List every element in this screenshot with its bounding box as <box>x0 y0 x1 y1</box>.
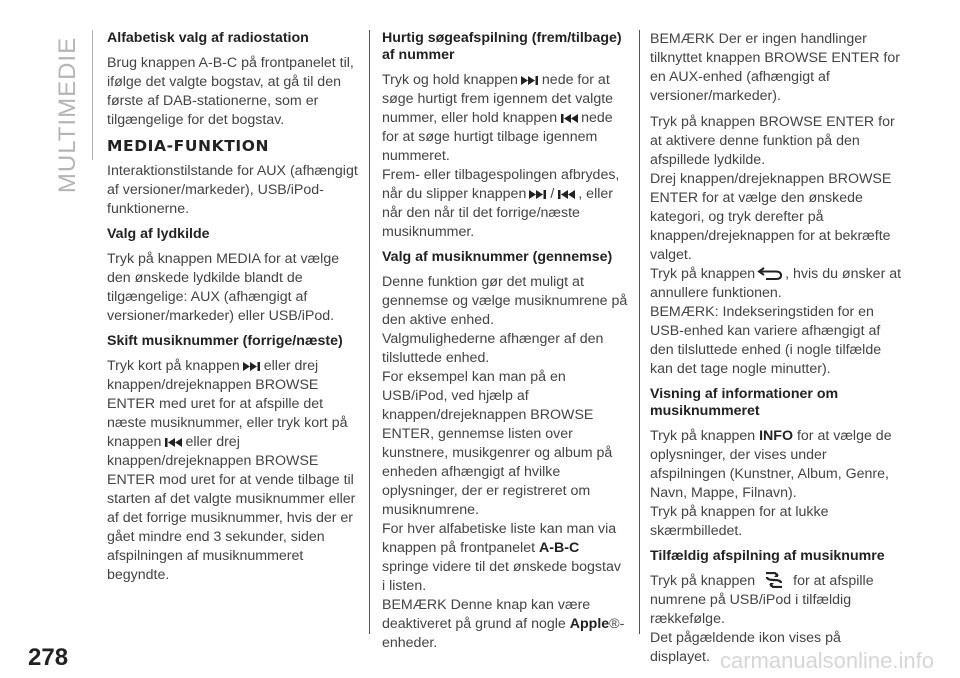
side-rule <box>92 30 93 160</box>
heading-lydkilde: Valg af lydkilde <box>107 226 210 242</box>
heading-skift: Skift musiknummer (forrige/næste) <box>107 333 343 349</box>
para-hurtig <box>382 71 628 242</box>
para-tilf-part3: Det pågældende ikon vises på displayet. <box>650 630 841 665</box>
para-tryk-browse-b: Drej knappen/drejeknappen BROWSE ENTER for at vælge den ønskede kategori, og tryk derefter på knappen/drejeknappen for at bekræfte valget. <box>650 171 892 263</box>
para-frem-part1: Frem- eller tilbagespolingen afbrydes, når du slipper knappen <box>382 167 620 202</box>
heading-media-funktion: MEDIA-FUNKTION <box>107 137 270 155</box>
previous-track-icon <box>559 113 579 124</box>
para-hurtig-part1: Tryk og hold knappen <box>382 72 518 88</box>
column-3 <box>650 30 904 674</box>
para-valg-d1: For hver alfabetiske liste kan man via knappen på frontpanelet <box>382 521 617 556</box>
para-info <box>650 427 904 541</box>
para-valg-e2: ®-enheder. <box>382 616 625 651</box>
para-hurtig-part3: nede for at søge hurtigt tilbage igennem nummeret. <box>382 110 613 164</box>
page-number: 278 <box>28 644 69 671</box>
heading-visning: Visning af informationer om musiknummeret <box>650 386 839 419</box>
heading-alfabetisk: Alfabetisk valg af radiostation <box>107 30 309 46</box>
para-info-part2: for at vælge de oplysninger, der vises under afspilningen (Kunstner, Album, Genre, Navn, Mappe, Filnavn). <box>650 428 892 501</box>
para-valg-e-bold: Apple <box>569 616 610 632</box>
heading-hurtig: Hurtig søgeafspilning (frem/tilbage) af nummer <box>382 30 622 63</box>
heading-valg: Valg af musiknummer (gennemse) <box>382 249 613 265</box>
back-arrow-icon <box>757 267 783 280</box>
para-skift-part1: Tryk kort på knappen <box>107 358 240 374</box>
para-skift-part3: eller drej knappen/drejeknappen BROWSE ENTER mod uret for at vende tilbage til starten af det valgte musiknummer eller af det forrige musiknummer, hvis der er gået mindre end 3 sekunder, siden afspilningen af musiknummeret begyndte. <box>107 434 356 583</box>
next-track-icon <box>242 361 262 372</box>
para-hurtig-part2: nede for at søge hurtigt frem igennem det valgte nummer, eller hold knappen <box>382 72 614 126</box>
para-lydkilde: Tryk på knappen MEDIA for at vælge den ønskede lydkilde blandt de tilgængelige: AUX (afhængigt af versioner/markeder) eller USB/iPod. <box>107 251 340 324</box>
para-valg-e1: BEMÆRK Denne knap kan være deaktiveret på grund af nogle <box>382 597 591 632</box>
para-tryk-back-part1: Tryk på knappen <box>650 266 756 282</box>
para-media: Interaktionstilstande for AUX (afhængigt af versioner/markeder), USB/iPod-funktionerne. <box>107 163 358 217</box>
para-valg-c: For eksempel kan man på en USB/iPod, ved hjælp af knappen/drejeknappen BROWSE ENTER, gennemse listen over kunstnere, musikgenrer og album på enheden afhængigt af hvilke oplysninger, der er registreret om musiknumrene. <box>382 369 613 518</box>
para-info-bold: INFO <box>759 428 793 444</box>
previous-track-icon <box>163 437 183 448</box>
para-info-part3: Tryk på knappen for at lukke skærmbilledet. <box>650 504 829 539</box>
watermark: carmanualsonline.info <box>719 648 934 673</box>
para-tryk-back-part2: , hvis du ønsker at annullere funktionen. <box>650 266 902 301</box>
para-tilf-part2: for at afspille numrene på USB/iPod i tilfældig rækkefølge. <box>650 573 874 627</box>
column-2 <box>382 30 628 660</box>
previous-track-icon <box>556 189 576 200</box>
side-section-label-text: MULTIMEDIE <box>54 36 81 194</box>
para-bemaerk-2: BEMÆRK: Indekseringstiden for en USB-enhed kan variere afhængigt af den tilsluttede enhed (i nogle tilfælde kan det tage nogle minutter). <box>650 304 882 377</box>
para-frem-part2: , eller når den når til det forrige/næste musiknummer. <box>382 186 613 240</box>
para-valg-b: Valgmulighederne afhænger af den tilsluttede enhed. <box>382 331 604 366</box>
para-tryk-browse <box>650 113 904 379</box>
para-frem-sep: / <box>550 186 555 202</box>
para-info-part1: Tryk på knappen <box>650 428 756 444</box>
next-track-icon <box>528 189 548 200</box>
para-alfabetisk: Brug knappen A-B-C på frontpanelet til, ifølge det valgte bogstav, at gå til den første af DAB-stationerne, som er tilgængelige for det bogstav. <box>107 55 354 128</box>
para-skift <box>107 357 359 585</box>
column-1 <box>107 30 359 592</box>
para-valg <box>382 273 628 653</box>
para-bemaerk-1: BEMÆRK Der er ingen handlinger tilknyttet knappen BROWSE ENTER for en AUX-enhed (afhængigt af versioner/markeder). <box>650 31 900 104</box>
column-divider-1 <box>369 30 370 634</box>
para-valg-d2: springe videre til det ønskede bogstav i listen. <box>382 559 621 594</box>
column-divider-2 <box>639 30 640 634</box>
heading-tilfaeldig: Tilfældig afspilning af musiknumre <box>650 548 885 564</box>
para-valg-d-bold: A-B-C <box>539 540 580 556</box>
para-tilf-part1: Tryk på knappen <box>650 573 756 589</box>
para-tryk-browse-a: Tryk på knappen BROWSE ENTER for at aktivere denne funktion på den afspillede lydkilde. <box>650 114 895 168</box>
para-skift-part2: eller drej knappen/drejeknappen BROWSE ENTER med uret for at afspille det næste musiknummer, eller tryk kort på knappen <box>107 358 348 450</box>
next-track-icon <box>520 75 540 86</box>
side-section-label <box>48 36 88 194</box>
para-valg-a: Denne funktion gør det muligt at gennemse og vælge musiknumrene på den aktive enhed. <box>382 274 628 328</box>
shuffle-icon <box>763 572 785 588</box>
